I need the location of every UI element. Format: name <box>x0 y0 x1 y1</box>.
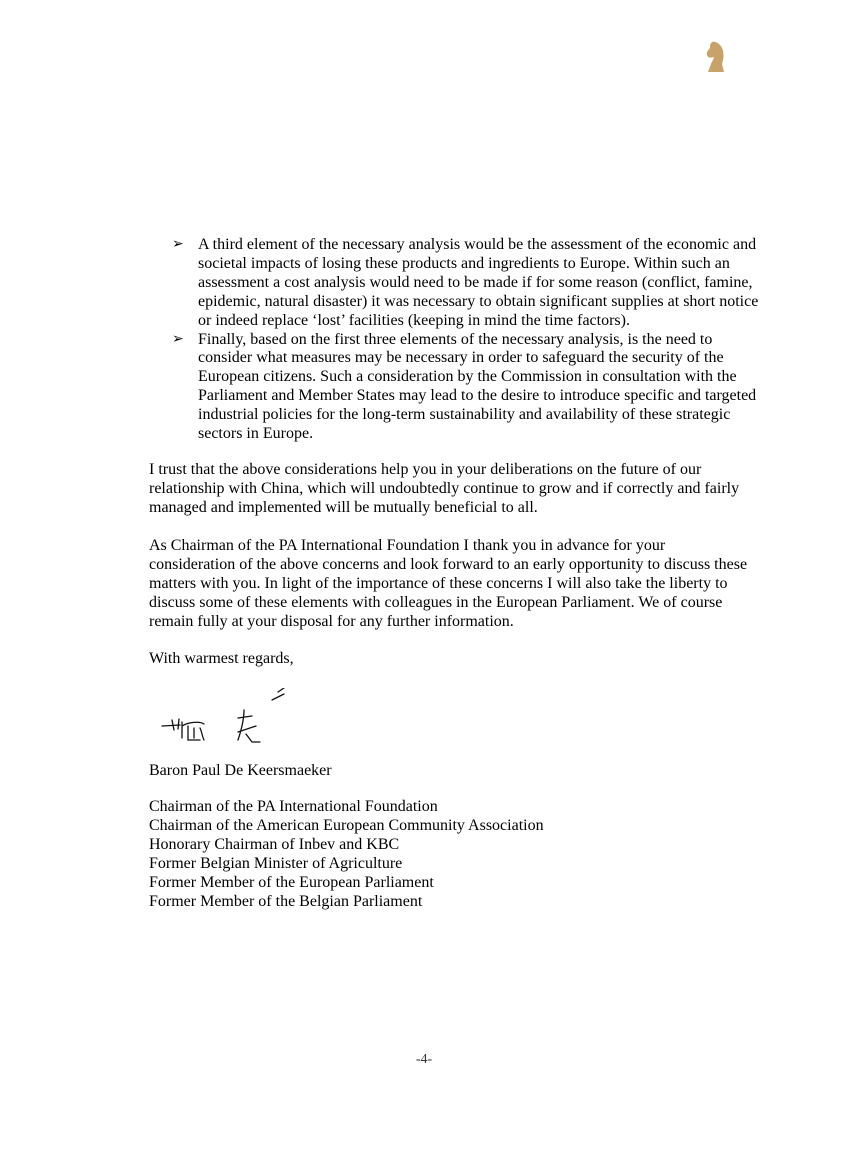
paragraph-thanks: As Chairman of the PA International Foundation I thank you in advance for your consideration of the above concerns and look forward to an early opportunity to discuss these matters with you. In light of the importance of these concerns I will also take the liberty to discuss some of these elements with colleagues in the European Parliament. We of course remain fully at your disposal for any further information. <box>149 537 748 630</box>
page-number: -4- <box>415 1052 433 1067</box>
paragraph-considerations: I trust that the above considerations help you in your deliberations on the future of our relationship with China, which will undoubtedly continue to grow and if correctly and fairly managed and implemented will be mutually beneficial to all. <box>149 461 740 516</box>
title-line: Former Member of the Belgian Parliament <box>149 892 423 910</box>
title-line: Former Belgian Minister of Agriculture <box>149 854 403 872</box>
bullet-text: A third element of the necessary analysis would be the assessment of the economic and societal impacts of losing these products and ingredients to Europe. Within such an assessment a cost analysis would need to be made if for some reason (conflict, famine, epidemic, natural disaster) it was necessary to obtain significant supplies at short notice or indeed replace ‘lost’ facilities (keeping in mind the time factors). <box>198 236 759 329</box>
bullet-item-1 <box>170 236 770 331</box>
signatory-name: Baron Paul De Keersmaeker <box>149 762 332 779</box>
handwritten-signature <box>160 688 290 754</box>
knight-logo-icon <box>702 40 730 74</box>
bullet-text: Finally, based on the first three elements of the necessary analysis, is the need to consider what measures may be necessary in order to safeguard the security of the European citizens. Such a consideration by the Commission in consultation with the Parliament and Member States may lead to the desire to introduce specific and targeted industrial policies for the long-term sustainability and availability of these strategic sectors in Europe. <box>198 330 757 443</box>
bullet-item-2 <box>170 331 770 444</box>
title-line: Honorary Chairman of Inbev and KBC <box>149 835 400 853</box>
closing-salutation: With warmest regards, <box>149 650 294 667</box>
title-line: Former Member of the European Parliament <box>149 873 434 891</box>
bullet-list <box>170 236 770 444</box>
title-line: Chairman of the PA International Foundation <box>149 798 438 815</box>
title-line: Chairman of the American European Community Association <box>149 816 544 834</box>
arrow-bullet-icon: ➢ <box>172 331 184 347</box>
arrow-bullet-icon: ➢ <box>172 237 184 252</box>
signatory-titles <box>149 798 544 911</box>
